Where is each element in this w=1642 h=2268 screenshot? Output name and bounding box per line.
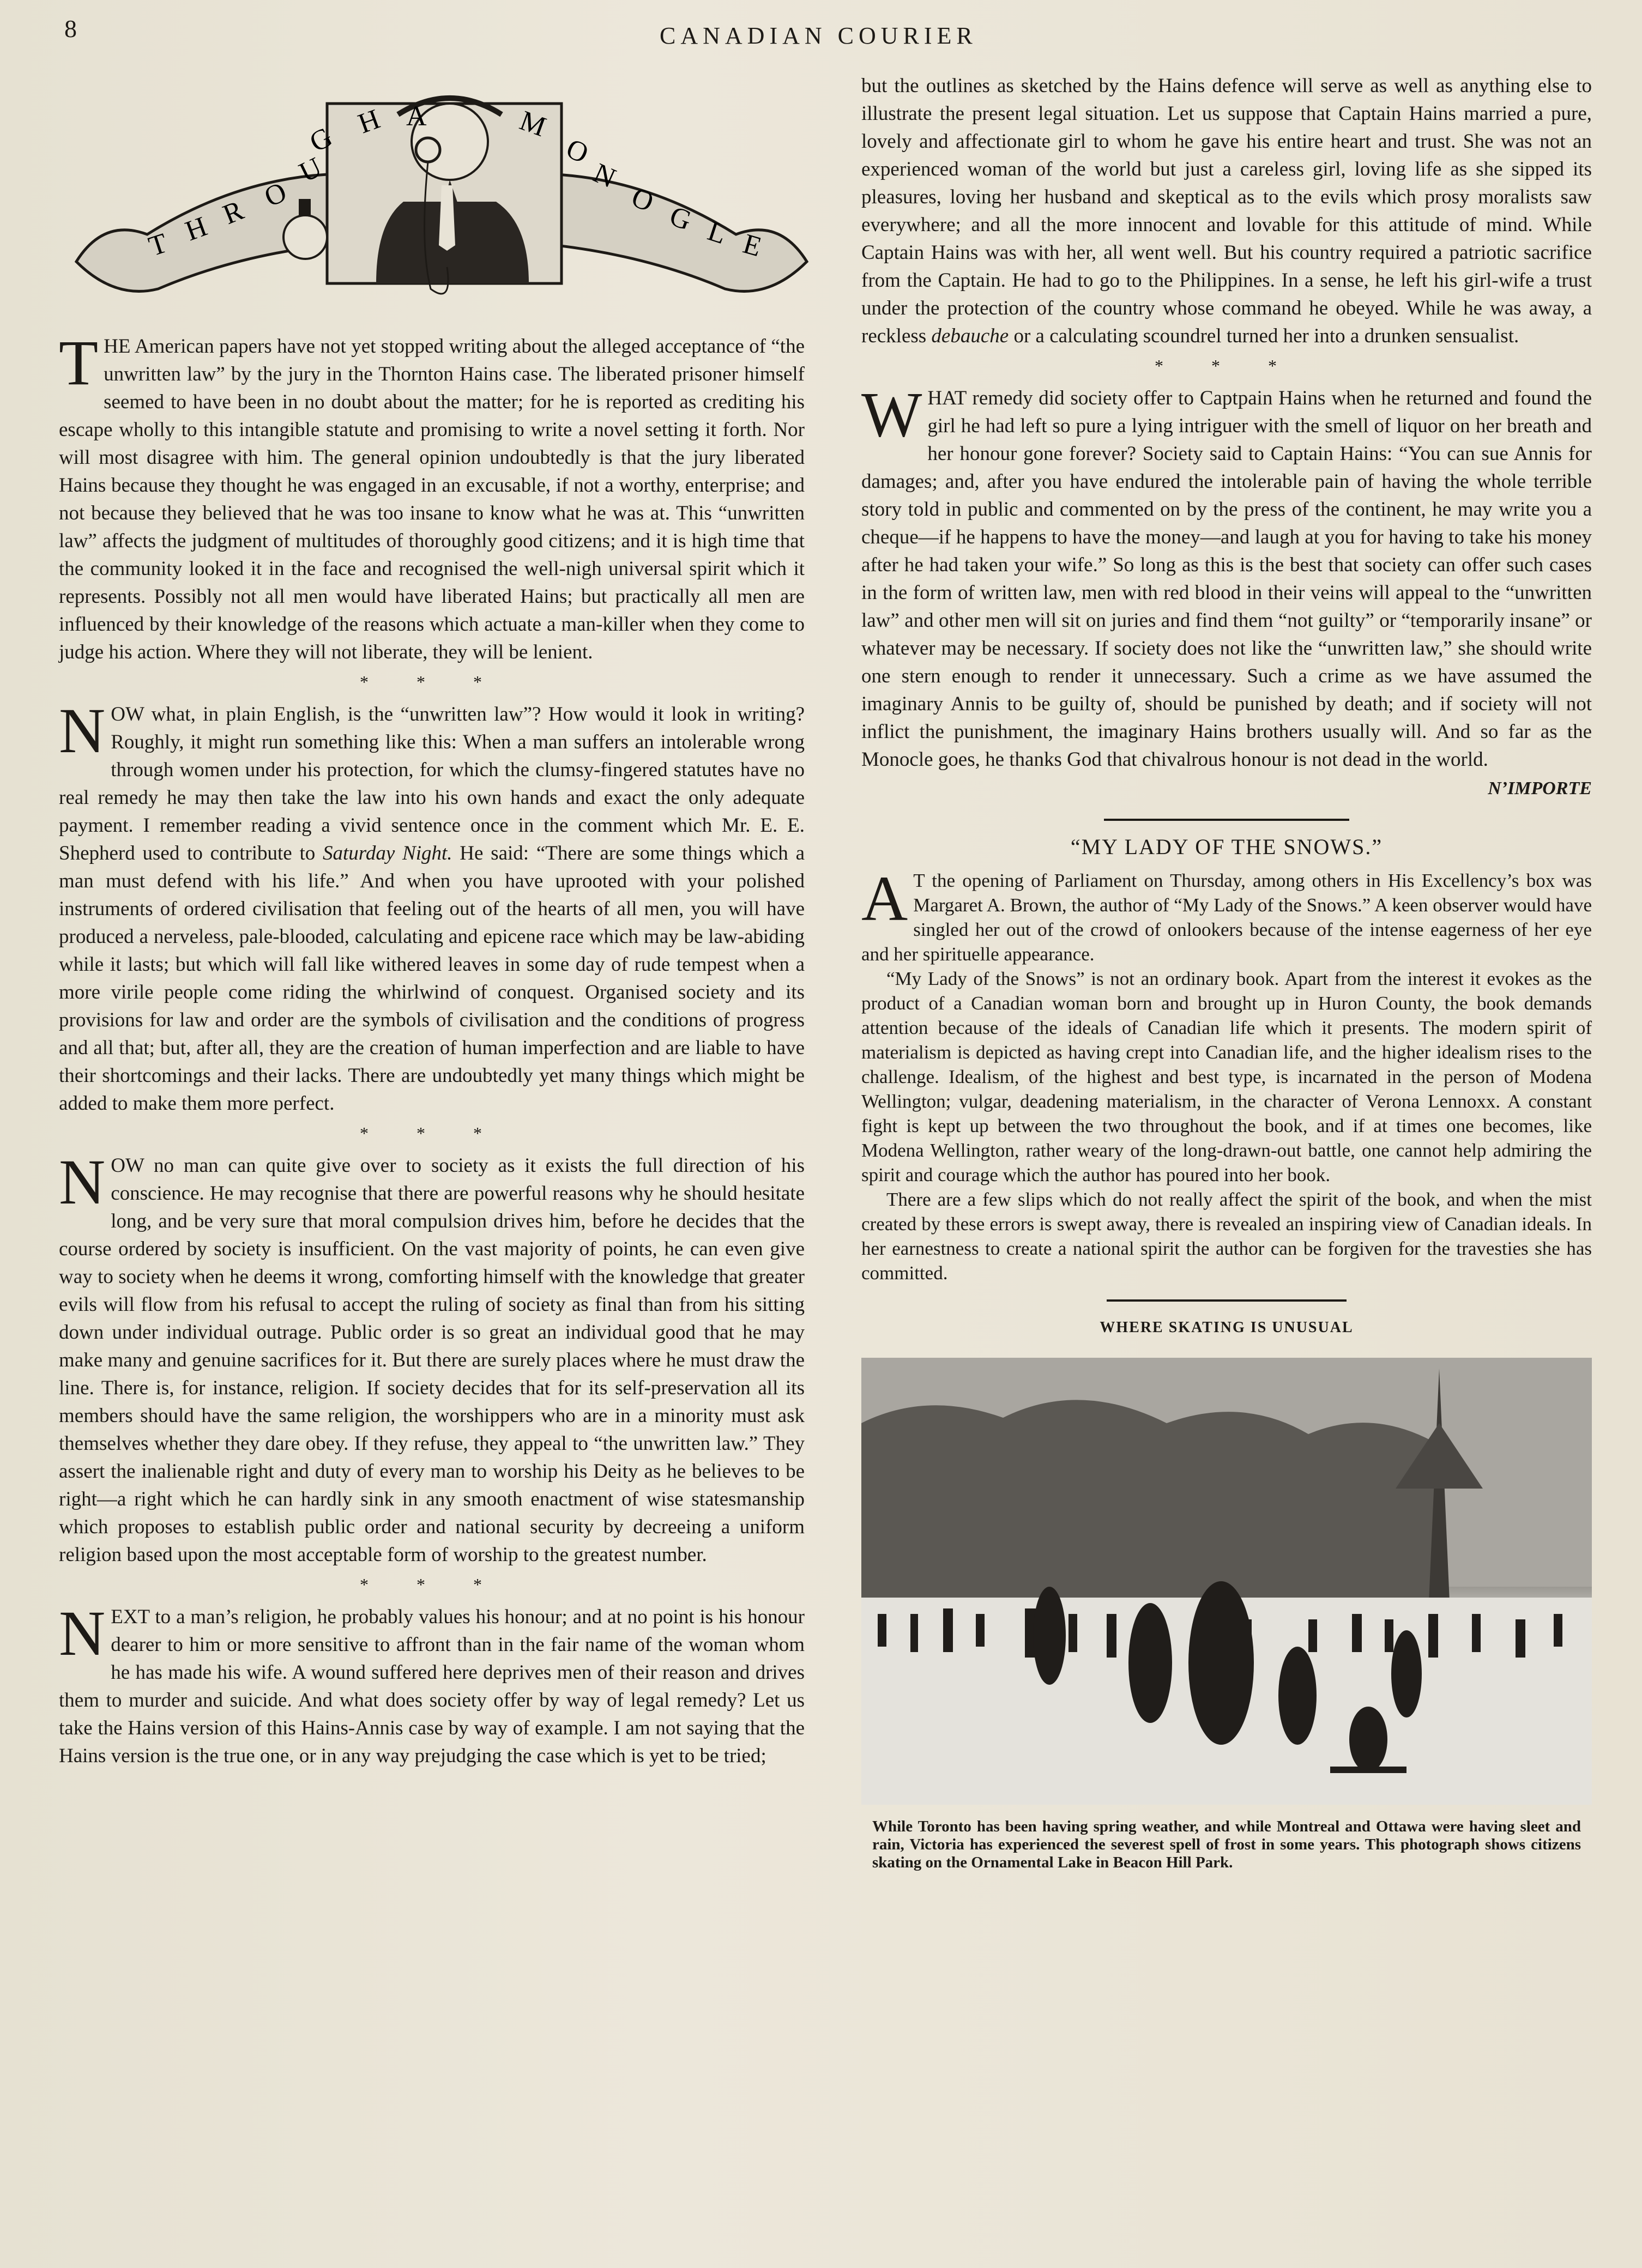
banner-letter: E <box>739 228 765 263</box>
divider-rule <box>1104 819 1349 821</box>
drop-cap: W <box>861 379 922 450</box>
banner-letter: N <box>589 157 620 195</box>
left-column <box>59 327 805 1770</box>
paragraph-text: He said: “There are some things which a man must defend with his life.” And when you have uprooted with your polished instruments of ordered civilisation that feeling out of the hearts of all men, you will have produced a nerveless, pale-blooded, calculating and epicene race which may be law-abiding while it lasts; but which will fall like withered leaves in some day of rude tempest when a more virile people come riding the whirlwind of conquest. Organised society and its provisions for law and order are the symbols of civilisation and the conditions of progress and all that; but, after all, they are the creation of human imperfection and are liable to have their shortcomings and their lacks. There are undoubtedly yet many things which might be added to make them more perfect. <box>59 842 805 1115</box>
section-divider: * * * <box>360 1575 504 1594</box>
paragraph <box>861 72 1592 350</box>
banner-letter: H <box>354 103 384 140</box>
article-body <box>861 863 1592 1285</box>
paragraph-text: EXT to a man’s religion, he probably values his honour; and at no point is his honour dearer to him or more sensitive to affront than in the fair name of the woman whom he has made his wife. A wound suffered here deprives men of their reason and drives them to murder and suicide. And what does society offer by way of legal remedy? Let us take the Hains version of this Hains-Annis case by way of example. I am not saying that the Hains version is the true one, or in any way prejudging the case which is yet to be tried; <box>59 1606 805 1767</box>
section-divider: * * * <box>1155 356 1299 376</box>
banner-letter: G <box>304 121 337 159</box>
italic-word: debauche <box>931 325 1009 347</box>
paragraph-text: HAT remedy did society offer to Captpain Hains when he returned and found the girl he had left so pure a lying intriguer with the smell of liquor on her breath and her honour gone forever? Society said to Captain Hains: “You can sue Annis for damages; and, after you have endured the intolerable pain of having the whole terrible story told in public and commented on by the press of the continent, he may write you a cheque—if he happens to have the money—and laugh at you for having to take his money after he had taken your wife.” So long as this is the best that society can offer such cases in the form of written law, men with red blood in their veins will appeal to the “unwritten law” and other men will sit on juries and find them “not guilty” or “temporarily insane” or whatever may be necessary. If society does not like the “unwritten law,” she should write one stern enough to render it unnecessary. Such a crime as we have assumed the imaginary Annis to be guilty of, should be punished by death; and if society will not inflict the punishment, the imaginary Hains brothers usually will. And so far as the Monocle goes, he thanks God that chivalrous honour is not dead in the world. <box>861 387 1592 771</box>
paragraph <box>59 1598 805 1770</box>
through-a-monocle-banner <box>71 82 812 311</box>
italic-title: Saturday Night. <box>323 842 452 864</box>
banner-letter: G <box>665 200 696 237</box>
banner-letter: O <box>562 132 593 170</box>
article-title: “MY LADY OF THE SNOWS.” <box>1070 834 1383 859</box>
banner-letter: U <box>294 152 327 189</box>
skating-photo <box>861 1358 1592 1805</box>
banner-letter: O <box>259 176 292 213</box>
banner-letter: T <box>145 227 171 263</box>
banner-letter: L <box>704 215 731 251</box>
paragraph-text: OW no man can quite give over to society as it exists the full direction of his conscience. He may recognise that there are powerful reasons why he should hesitate long, and be very sure that moral compulsion drives him, before he decides that the course ordered by society is insufficient. On the vast majority of points, he can even give way to society when he deems it wrong, comforting himself with the knowledge that greater evils will flow from his refusal to accept the ruling of society as final than from his sitting down under individual outrage. Public order is so great an individual good that he may make many and genuine sacrifices for it. But there are surely places where he must draw the line. There is, for instance, religion. If society decides that for its self-preservation all its members should have the same religion, the worshippers who are in a minority must ask themselves whether they dare obey. If they refuse, they appeal to “the unwritten law.” They assert the inalienable right and duty of every man to worship his Deity as he believes to be right—a right which he can hardly sink in any smooth enactment of wise statesmanship which proposes to establish public order and national security by decreeing a uniform religion based upon the most acceptable form of worship to the greatest number. <box>59 1154 805 1566</box>
paragraph-text: OW what, in plain English, is the “unwritten law”? How would it look in writing? Roughly, it might run something like this: When a man suffers an intolerable wrong through women under his protection, for which the clumsy-fingered statutes have no real remedy he may then take the law into his own hands and exact the only adequate payment. I remember reading a vivid sentence once in the comment which Mr. E. E. Shepherd used to contribute to <box>59 703 805 864</box>
paragraph <box>861 379 1592 773</box>
photo-title: WHERE SKATING IS UNUSUAL <box>1100 1319 1354 1336</box>
right-column <box>861 72 1592 1872</box>
paragraph <box>59 695 805 1117</box>
banner-letter: H <box>181 210 212 247</box>
paragraph <box>59 327 805 666</box>
section-divider: * * * <box>360 1123 504 1143</box>
skating-photo-drawing <box>861 1358 1592 1805</box>
paragraph <box>861 863 1592 966</box>
paragraph: “My Lady of the Snows” is not an ordinary book. Apart from the interest it evokes as the product of a Canadian woman born and brought up in Huron County, the book demands attention because of the ideals of Canadian life which it presents. The modern spirit of materialism is depicted as having crept into Canadian life, and the higher idealism rises to the challenge. Idealism, of the highest and best type, is incarnated in the person of Modena Wellington; vulgar, deadening materialism, in the character of Verona Lennoxx. A constant fight is kept up between the two throughout the book, and if at times one becomes, like Modena Wellington, rather weary of the long-drawn-out battle, one cannot help admiring the spirit and courage which the author has poured into her book. <box>861 968 1592 1186</box>
banner-letter: A <box>406 101 427 132</box>
banner-letter: O <box>627 182 658 219</box>
banner-letter: R <box>219 195 248 231</box>
paragraph <box>59 1146 805 1569</box>
banner-letter: M <box>515 105 550 143</box>
paragraph-text: but the outlines as sketched by the Hains defence will serve as well as anything else to illustrate the present legal situation. Let us suppose that Captain Hains married a pure, lovely and affectionate girl to whom he gave his entire heart and trust. She was not an experienced woman of the world but just a careless girl, loving life as she sipped its pleasures, loving her husband and skeptical as to the evils which prosy moralists saw everywhere; and all the more innocent and lovable for this attitude of mind. While Captain Hains was with her, all went well. But his country required a patriotic sacrifice from the Captain. He had to go to the Philippines. In a sense, he left his girl-wife a trust under the protection of the country whose command he obeyed. While he was away, a reckless <box>861 75 1592 347</box>
paragraph-text: or a calculating scoundrel turned her into a drunken sensualist. <box>1009 325 1519 347</box>
drop-cap: T <box>59 327 99 398</box>
section-divider: * * * <box>360 672 504 692</box>
drop-cap: N <box>59 695 106 766</box>
running-head: CANADIAN COURIER <box>660 22 977 49</box>
page-number: 8 <box>64 15 77 43</box>
paragraph-text: HE American papers have not yet stopped writing about the alleged acceptance of “the unwritten law” by the jury in the Thornton Hains case. The liberated prisoner himself seemed to have been in no doubt about the matter; for he is reported as crediting his escape wholly to this intangible statute and promising to write a novel setting it forth. Nor will most disagree with him. The general opinion undoubtedly is that the jury liberated Hains because they thought he was engaged in an excusable, if not a worthy, enterprise; and not because they believed that he was too insane to know what he was at. This “unwritten law” affects the judgment of multitudes of thoroughly good citizens; and it is high time that the community looked it in the face and recognised the well-nigh universal spirit which it represents. Possibly not all men would have liberated Hains; but practically all men are influenced by their knowledge of the reasons which actuate a man-killer when they come to judge his action. Where they will not liberate, they will be lenient. <box>59 335 805 663</box>
paragraph: There are a few slips which do not really affect the spirit of the book, and when the mist created by these errors is swept away, there is revealed an inspiring view of Canadian ideals. In her earnestness to create a national spirit the author can be forgiven for the travesties she has committed. <box>861 1189 1592 1284</box>
divider-rule <box>1107 1299 1347 1302</box>
photo-caption: While Toronto has been having spring weather, and while Montreal and Ottawa were having sleet and rain, Victoria has experienced the severest spell of frost in some years. This photograph shows citizens skating on the Ornamental Lake in Beacon Hill Park. <box>872 1818 1581 1871</box>
drop-cap: N <box>59 1598 106 1669</box>
drop-cap: N <box>59 1146 106 1218</box>
paragraph-text: T the opening of Parliament on Thursday, among others in His Excellency’s box was Margaret A. Brown, the author of “My Lady of the Snows.” A keen observer would have singled her out of the crowd of onlookers because of the intense eagerness of her eye and her spirituelle appearance. <box>861 870 1592 965</box>
drop-cap: A <box>861 863 908 934</box>
signature: N’IMPORTE <box>1488 778 1592 799</box>
